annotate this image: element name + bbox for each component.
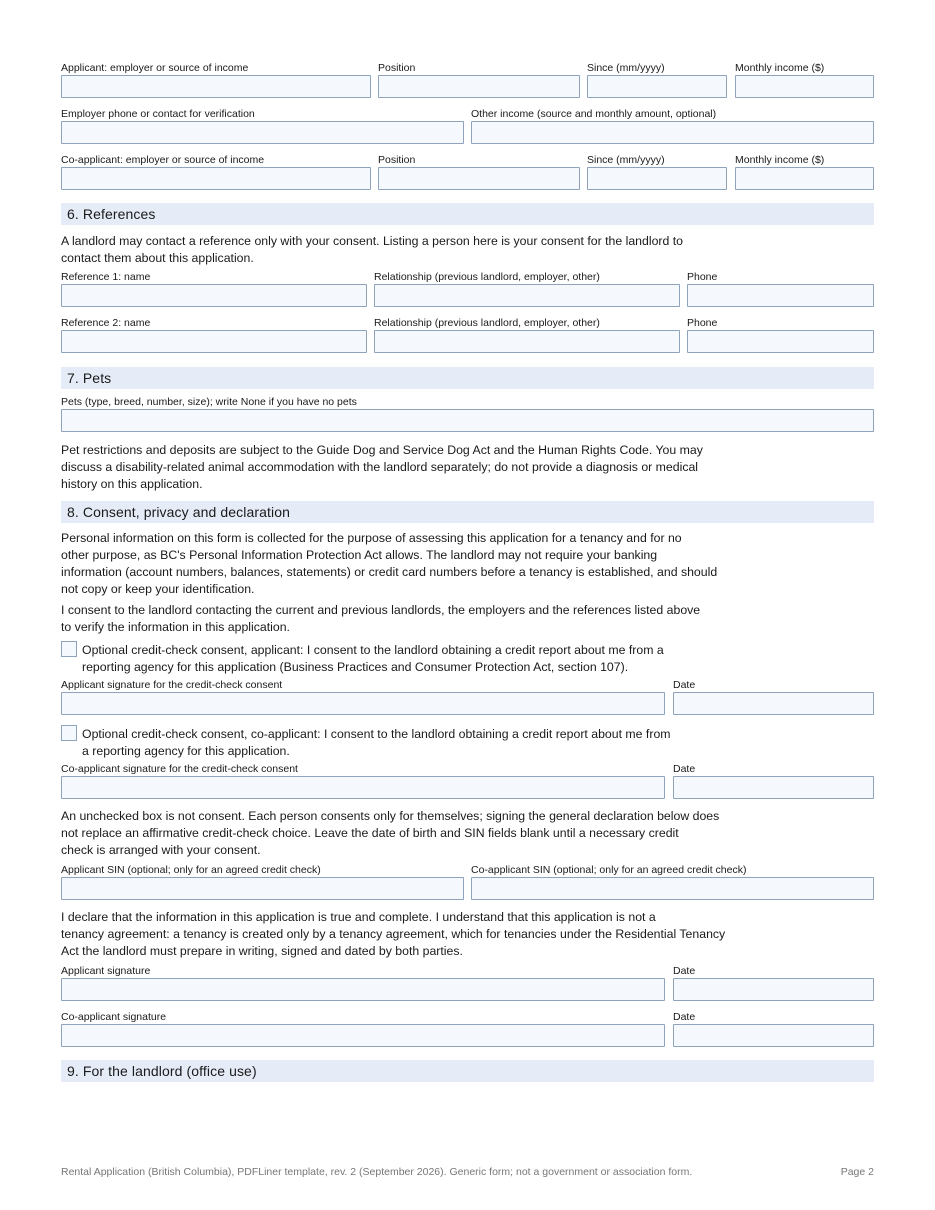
applicant-credit-signature-label: Applicant signature for the credit-check consent <box>61 679 283 691</box>
reference-2-name-label: Reference 2: name <box>61 317 151 329</box>
other-income-input[interactable] <box>471 121 874 144</box>
applicant-monthly-income-input[interactable] <box>735 75 874 98</box>
office-use-section-header <box>61 1060 874 1082</box>
applicant-employer-label: Applicant: employer or source of income <box>61 62 249 74</box>
reference-2-phone-input[interactable] <box>687 330 874 353</box>
applicant-since-input[interactable] <box>587 75 727 98</box>
coapplicant-signature-date-label: Date <box>673 1011 696 1023</box>
applicant-credit-date-label: Date <box>673 679 696 691</box>
office-use-heading: 9. For the landlord (office use) <box>67 1063 257 1079</box>
verification-consent <box>61 602 700 636</box>
other-income-label: Other income (source and monthly amount, optional) <box>471 108 717 120</box>
coapplicant-sin-input[interactable] <box>471 877 874 900</box>
coapplicant-position-input[interactable] <box>378 167 580 190</box>
reference-2-phone-label: Phone <box>687 317 718 329</box>
coapplicant-signature-input[interactable] <box>61 1024 665 1047</box>
applicant-since-label: Since (mm/yyyy) <box>587 62 665 74</box>
reference-2-relationship-label: Relationship (previous landlord, employer, other) <box>374 317 600 329</box>
references-section-header <box>61 203 874 225</box>
coapplicant-credit-check-checkbox[interactable] <box>61 725 77 741</box>
page-footer <box>61 1166 874 1179</box>
reference-1-name-label: Reference 1: name <box>61 271 151 283</box>
reference-2-relationship-input[interactable] <box>374 330 680 353</box>
declaration-line: tenancy agreement: a tenancy is created only by a tenancy agreement, which for tenancies under the Residential Tenancy <box>61 927 726 941</box>
privacy-notice-line: other purpose, as BC's Personal Information Protection Act allows. The landlord may not require your banking <box>61 548 658 562</box>
applicant-position-label: Position <box>378 62 416 74</box>
consent-section-header <box>61 501 874 523</box>
reference-1-phone-input[interactable] <box>687 284 874 307</box>
pets-heading: 7. Pets <box>67 370 112 386</box>
reference-2-name-input[interactable] <box>61 330 367 353</box>
footer-form-info: Rental Application (British Columbia), PDFLiner template, rev. 2 (September 2026). Generic form; not a government or association form. <box>61 1166 693 1178</box>
coapplicant-employer-input[interactable] <box>61 167 371 190</box>
unchecked-box-notice-line: An unchecked box is not consent. Each person consents only for themselves; signing the general declaration below does <box>61 809 720 823</box>
page-number: Page 2 <box>840 1166 874 1178</box>
applicant-signature-label: Applicant signature <box>61 965 151 977</box>
coapplicant-credit-signature-label: Co-applicant signature for the credit-check consent <box>61 763 298 775</box>
coapplicant-signature-date-input[interactable] <box>673 1024 874 1047</box>
coapplicant-credit-date-input[interactable] <box>673 776 874 799</box>
privacy-notice-line: Personal information on this form is collected for the purpose of assessing this application for a tenancy and for no <box>61 531 682 545</box>
reference-1-relationship-input[interactable] <box>374 284 680 307</box>
applicant-credit-signature-input[interactable] <box>61 692 665 715</box>
applicant-sin-label: Applicant SIN (optional; only for an agreed credit check) <box>61 864 321 876</box>
references-intro-line: A landlord may contact a reference only with your consent. Listing a person here is your consent for the landlord to <box>61 234 684 248</box>
pets-label: Pets (type, breed, number, size); write None if you have no pets <box>61 396 357 408</box>
unchecked-box-notice-line: check is arranged with your consent. <box>61 843 261 857</box>
reference-1-phone-label: Phone <box>687 271 718 283</box>
pets-section-header <box>61 367 874 389</box>
coapplicant-position-label: Position <box>378 154 416 166</box>
references-intro-line: contact them about this application. <box>61 251 254 265</box>
coapplicant-monthly-income-input[interactable] <box>735 167 874 190</box>
applicant-credit-date-input[interactable] <box>673 692 874 715</box>
reference-1-name-input[interactable] <box>61 284 367 307</box>
unchecked-box-notice <box>61 808 719 859</box>
applicant-credit-check-line: Optional credit-check consent, applicant: I consent to the landlord obtaining a credit report about me from a <box>82 643 664 657</box>
form-page <box>61 0 874 1210</box>
coapplicant-since-input[interactable] <box>587 167 727 190</box>
pets-note <box>61 442 703 493</box>
coapplicant-credit-check-line: Optional credit-check consent, co-applicant: I consent to the landlord obtaining a credit report about me from <box>82 727 671 741</box>
coapplicant-credit-check-line: a reporting agency for this application. <box>82 744 290 758</box>
declaration-line: I declare that the information in this application is true and complete. I understand that this application is not a <box>61 910 656 924</box>
unchecked-box-notice-line: not replace an affirmative credit-check choice. Leave the date of birth and SIN fields blank until a necessary credit <box>61 826 679 840</box>
coapplicant-sin-label: Co-applicant SIN (optional; only for an agreed credit check) <box>471 864 747 876</box>
consent-heading: 8. Consent, privacy and declaration <box>67 504 290 520</box>
coapplicant-monthly-income-label: Monthly income ($) <box>735 154 825 166</box>
verification-consent-line: to verify the information in this application. <box>61 620 290 634</box>
privacy-notice-line: information (account numbers, balances, statements) or credit card numbers before a tenancy is established, and should <box>61 565 718 579</box>
applicant-sin-input[interactable] <box>61 877 464 900</box>
coapplicant-signature-label: Co-applicant signature <box>61 1011 167 1023</box>
coapplicant-employer-label: Co-applicant: employer or source of income <box>61 154 265 166</box>
pets-note-line: history on this application. <box>61 477 203 491</box>
applicant-employer-input[interactable] <box>61 75 371 98</box>
applicant-credit-check-line: reporting agency for this application (Business Practices and Consumer Protection Act, section 107). <box>82 660 629 674</box>
privacy-notice <box>61 530 717 598</box>
references-intro <box>61 233 683 267</box>
privacy-notice-line: not copy or keep your identification. <box>61 582 255 596</box>
pets-input[interactable] <box>61 409 874 432</box>
employer-phone-label: Employer phone or contact for verification <box>61 108 255 120</box>
applicant-signature-input[interactable] <box>61 978 665 1001</box>
declaration-line: Act the landlord must prepare in writing, signed and dated by both parties. <box>61 944 463 958</box>
pets-note-line: discuss a disability-related animal accommodation with the landlord separately; do not provide a diagnosis or medical <box>61 460 699 474</box>
pets-note-line: Pet restrictions and deposits are subject to the Guide Dog and Service Dog Act and the Human Rights Code. You may <box>61 443 703 457</box>
declaration-text <box>61 909 725 960</box>
references-heading: 6. References <box>67 206 156 222</box>
applicant-position-input[interactable] <box>378 75 580 98</box>
applicant-credit-check-checkbox[interactable] <box>61 641 77 657</box>
verification-consent-line: I consent to the landlord contacting the current and previous landlords, the employers and the references listed above <box>61 603 701 617</box>
coapplicant-since-label: Since (mm/yyyy) <box>587 154 665 166</box>
applicant-signature-date-label: Date <box>673 965 696 977</box>
applicant-signature-date-input[interactable] <box>673 978 874 1001</box>
employer-phone-input[interactable] <box>61 121 464 144</box>
coapplicant-credit-date-label: Date <box>673 763 696 775</box>
applicant-credit-check-text <box>82 642 664 676</box>
applicant-monthly-income-label: Monthly income ($) <box>735 62 825 74</box>
coapplicant-credit-signature-input[interactable] <box>61 776 665 799</box>
reference-1-relationship-label: Relationship (previous landlord, employer, other) <box>374 271 600 283</box>
coapplicant-credit-check-text <box>82 726 671 760</box>
